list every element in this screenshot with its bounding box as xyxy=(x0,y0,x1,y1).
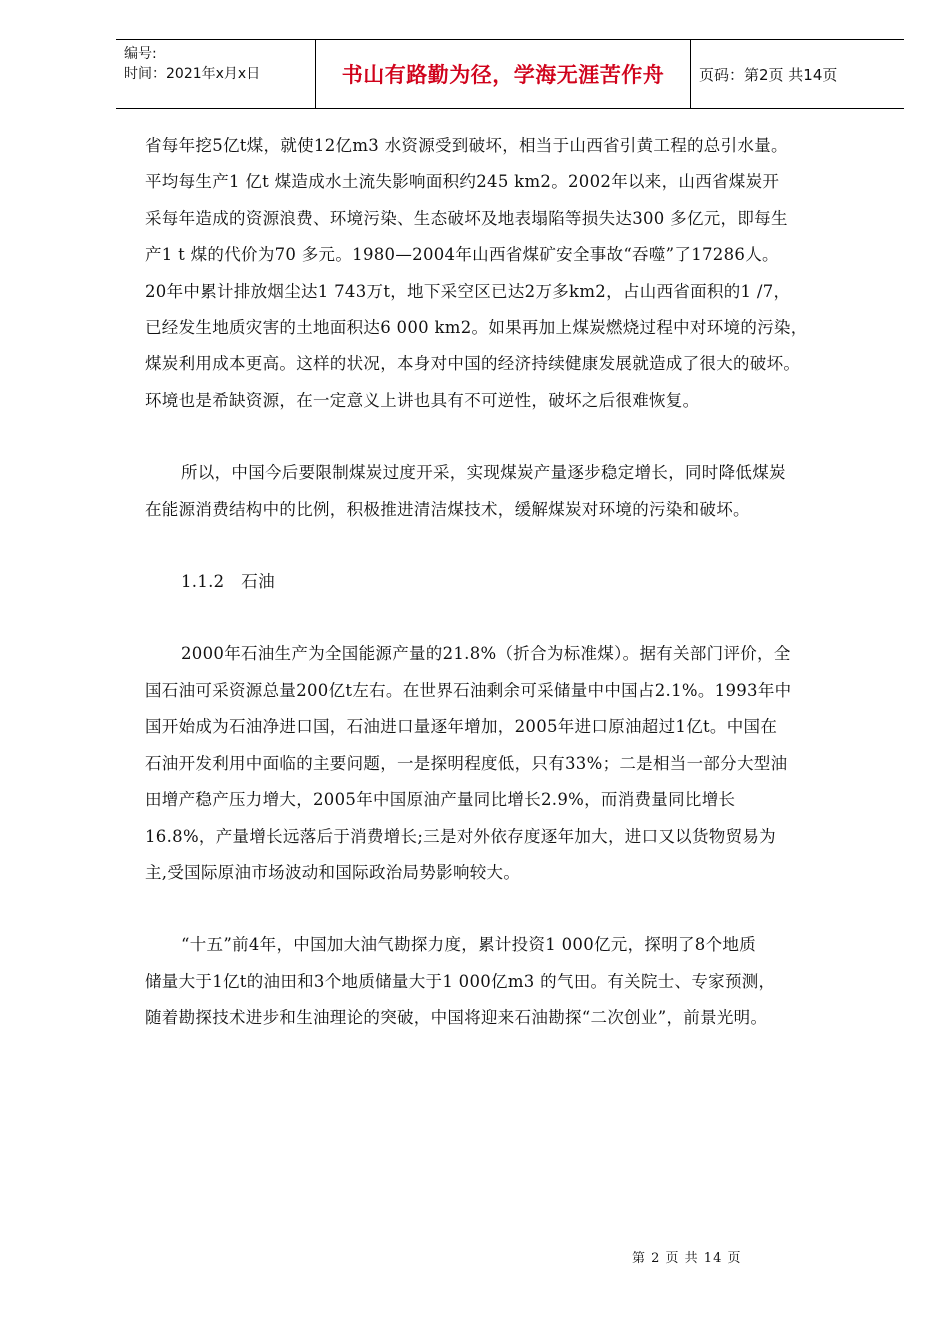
serial-number-label: 编号: xyxy=(124,46,157,62)
text-line: 石油开发利用中面临的主要问题，一是探明程度低，只有33%；二是相当一部分大型油 xyxy=(145,753,788,773)
text-line: 环境也是希缺资源，在一定意义上讲也具有不可逆性，破坏之后很难恢复。 xyxy=(145,390,700,410)
text-line: 储量大于1亿t的油田和3个地质储量大于1 000亿m3 的气田。有关院士、专家预测， xyxy=(145,971,776,991)
document-body xyxy=(145,128,885,1037)
text-line: 煤炭利用成本更高。这样的状况，本身对中国的经济持续健康发展就造成了很大的破坏。 xyxy=(145,354,801,374)
text-line: 随着勘探技术进步和生油理论的突破，中国将迎来石油勘探“二次创业”，前景光明。 xyxy=(145,1008,768,1028)
text-line: 2000年石油生产为全国能源产量的21.8%（折合为标准煤）。据有关部门评价，全 xyxy=(181,644,791,664)
text-line: 田增产稳产压力增大，2005年中国原油产量同比增长2.9%，而消费量同比增长 xyxy=(145,790,736,810)
text-line: 所以，中国今后要限制煤炭过度开采，实现煤炭产量逐步稳定增长，同时降低煤炭 xyxy=(181,463,786,483)
text-line: 国开始成为石油净进口国，石油进口量逐年增加，2005年进口原油超过1亿t。中国在 xyxy=(145,717,778,737)
date-label: 时间：2021年x月x日 xyxy=(124,66,261,82)
header-meta xyxy=(116,40,316,108)
paragraph-coal-cost xyxy=(145,128,885,419)
page-footer: 第 2 页 共 14 页 xyxy=(632,1251,742,1266)
text-line: 在能源消费结构中的比例，积极推进清洁煤技术，缓解煤炭对环境的污染和破坏。 xyxy=(145,499,750,519)
header-page-label: 页码：第2页 共14页 xyxy=(699,65,838,84)
paragraph-oil-exploration xyxy=(145,927,885,1036)
paragraph-coal-policy xyxy=(145,455,885,528)
text-line: 省每年挖5亿t煤，就使12亿m3 水资源受到破坏，相当于山西省引黄工程的总引水量。 xyxy=(145,136,788,155)
section-heading: 1.1.2 石油 xyxy=(181,572,275,592)
text-line: 国石油可采资源总量200亿t左右。在世界石油剩余可采储量中中国占2.1%。1993年中 xyxy=(145,680,792,700)
page-header xyxy=(116,39,904,109)
text-line: “十五”前4年，中国加大油气勘探力度，累计投资1 000亿元，探明了8个地质 xyxy=(181,935,757,955)
text-line: 20年中累计排放烟尘达1 743万t，地下采空区已达2万多km2，占山西省面积的1 /7， xyxy=(145,281,791,301)
motto: 书山有路勤为径，学海无涯苦作舟 xyxy=(316,40,691,108)
text-line: 采每年造成的资源浪费、环境污染、生态破坏及地表塌陷等损失达300 多亿元，即每生 xyxy=(145,208,788,228)
text-line: 平均每生产1 亿t 煤造成水土流失影响面积约245 km2。2002年以来，山西省煤炭开 xyxy=(145,172,780,192)
text-line: 产1 t 煤的代价为70 多元。1980—2004年山西省煤矿安全事故“吞噬”了17286人。 xyxy=(145,245,779,265)
paragraph-oil-status xyxy=(145,636,885,891)
text-line: 已经发生地质灾害的土地面积达6 000 km2。如果再加上煤炭燃烧过程中对环境的污染， xyxy=(145,318,808,338)
text-line: 16.8%，产量增长远落后于消费增长;三是对外依存度逐年加大，进口又以货物贸易为 xyxy=(145,826,776,846)
text-line: 主,受国际原油市场波动和国际政治局势影响较大。 xyxy=(145,862,521,882)
